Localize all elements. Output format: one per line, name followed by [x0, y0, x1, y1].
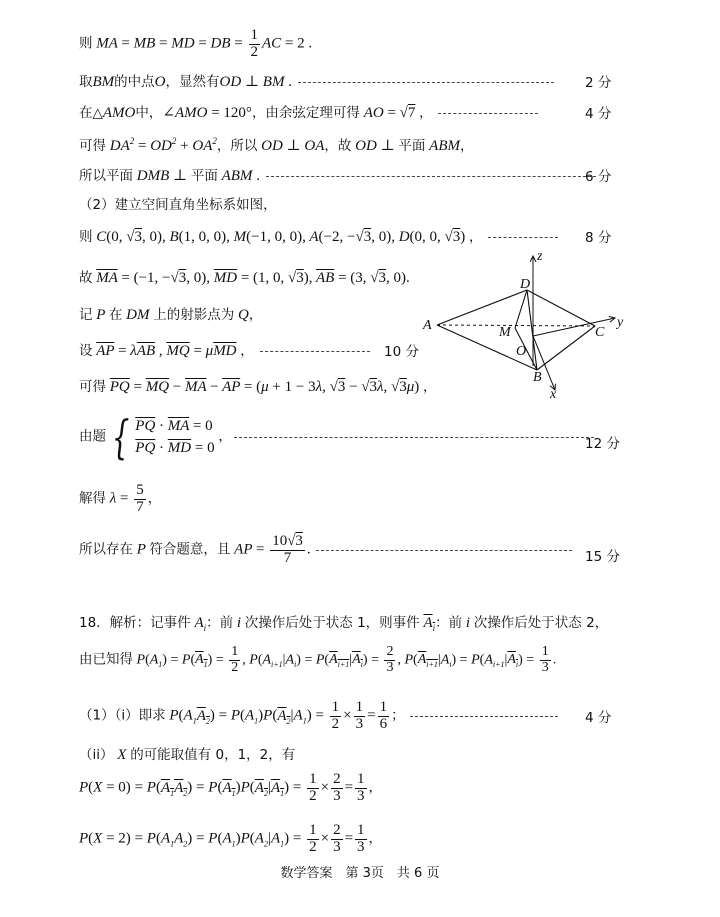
- line-3: 在△AMO中，∠AMO = 120°，由余弦定理可得 AO = √7 ，: [79, 101, 540, 122]
- label-z: z: [537, 249, 543, 264]
- line-1: 则 MA = MB = MD = DB = $\frac{1}{2}$ AC = 2 .: [79, 27, 313, 60]
- score-4: 4 分: [585, 106, 612, 122]
- edge-BC: [537, 326, 595, 370]
- line-16: 由已知得 $P(A_1) = P(A_1)$ = $\frac{1}{2}$ , $P(A_{i+1}|A_i) = P(A_{i+1}|A_i)$ = $\frac{2}{3}$ , $P(A_{i+1}|A_i) = P(A_{i+1}|A_i)$ = $\frac{1}{3}$ .: [79, 644, 557, 675]
- edge-DB: [527, 290, 537, 370]
- line-14: 所以存在 P 符合题意，且 AP = $\frac{10√3}{7}$ .: [79, 534, 574, 567]
- line-17: （1）（i）即求 $P(A_1A_2) = P(A_1)P(A_2|A_1)$ = $\frac{1}{2}$ × $\frac{1}{3}$ = $\frac{1}{6}$ ；: [79, 700, 560, 733]
- page-footer: 数学答案 第 3页 共 6 页: [280, 866, 440, 881]
- line-10: 设 $\overline{AP} = \lambda\overline{AB}$ , $\overline{MQ} = \mu\overline{MD}$ ，: [79, 339, 372, 360]
- line-11: 可得 $\overline{PQ} = \overline{MQ} - \overline{MA} - \overline{AP} = (\mu + 1 - 3\lambda$, √3 − √3λ, √3μ) ，: [79, 379, 437, 395]
- label-B: B: [533, 370, 542, 385]
- score-10: 10 分: [384, 344, 419, 360]
- line-9: 记 P 在 DM 上的射影点为 Q，: [79, 307, 263, 323]
- line-19: $P(X = 0) = P(A_1A_2) = P(A_1)P(A_2|A_1)$ = $\frac{1}{2}$ × $\frac{2}{3}$ = $\frac{1}{3}$ ，: [79, 771, 383, 804]
- line-8: 故 $\overline{MA} = (-1$, −√3, 0), $\overline{MD} = (1$, 0, √3), $\overline{AB} = (3$, √3, 0).: [79, 270, 410, 286]
- line-20: $P(X = 2) = P(A_1A_2) = P(A_1)P(A_2|A_1)$ = $\frac{1}{2}$ × $\frac{2}{3}$ = $\frac{1}{3}$ ，: [79, 822, 383, 855]
- label-x: x: [550, 387, 557, 400]
- geometry-figure: [415, 248, 630, 400]
- score-8: 8 分: [585, 230, 612, 246]
- label-O: O: [516, 344, 527, 359]
- score-2: 2 分: [585, 75, 612, 91]
- line-18: （ii） X 的可能取值有 0，1，2，有: [79, 747, 296, 763]
- label-A: A: [423, 318, 432, 333]
- label-C: C: [595, 325, 605, 340]
- label-M: M: [499, 325, 511, 340]
- line-13: 解得 λ = $\frac{5}{7}$ ，: [79, 482, 162, 515]
- edge-AC: [437, 325, 595, 326]
- line-2: 取BM的中点O，显然有OD ⊥ BM .: [79, 70, 556, 91]
- label-y: y: [617, 315, 624, 330]
- line-5: 所以平面 DMB ⊥ 平面 ABM .: [79, 164, 598, 185]
- score-15: 15 分: [585, 549, 620, 565]
- line-15: 18．解析：记事件 $A_i$：前 i 次操作后处于状态 1，则事件 $A_i$：前 i 次操作后处于状态 2，: [79, 615, 609, 633]
- line-4: 可得 $DA^2 = OD^2 + OA^2$，所以 OD ⊥ OA，故 OD ⊥ 平面 ABM，: [79, 136, 474, 154]
- score-12: 12 分: [585, 436, 620, 452]
- edge-DC: [527, 290, 595, 326]
- score-6: 6 分: [585, 169, 612, 185]
- edge-AD: [437, 290, 527, 325]
- edge-DM: [515, 290, 527, 328]
- line-6: （2）建立空间直角坐标系如图，: [79, 197, 277, 213]
- score-18-4: 4 分: [585, 710, 612, 726]
- line-7: 则 C(0, √3, 0), B(1, 0, 0), M(−1, 0, 0), A(−2, −√3, 0), D(0, 0, √3) ，: [79, 225, 560, 246]
- line-12: 由题 { $\overline{PQ} \cdot \overline{MA} = 0$ $\overline{PQ} \cdot \overline{MD} = 0$ ，: [79, 414, 596, 460]
- label-D: D: [520, 277, 531, 292]
